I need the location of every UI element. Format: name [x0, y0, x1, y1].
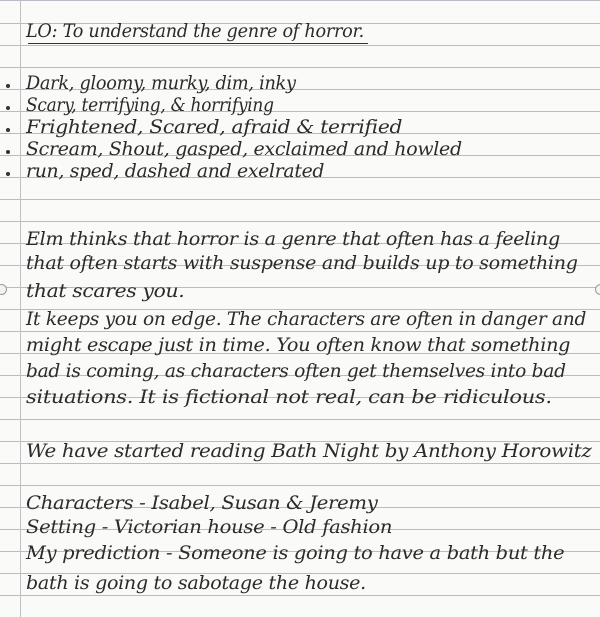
paragraph-line: Elm thinks that horror is a genre that often has a feeling	[26, 228, 560, 250]
paragraph-line: situations. It is fictional not real, can be ridiculous.	[26, 386, 552, 408]
prediction-line: My prediction - Someone is going to have a bath but the	[26, 542, 565, 564]
paragraph-line: It keeps you on edge. The characters are often in danger and	[26, 308, 587, 330]
paragraph-line: that scares you.	[26, 280, 185, 302]
setting-line: Setting - Victorian house - Old fashion	[26, 516, 393, 538]
characters-line: Characters - Isabel, Susan & Jeremy	[26, 492, 378, 514]
punch-hole-left	[0, 284, 7, 295]
bullet-dot	[6, 172, 10, 176]
bullet-item: run, sped, dashed and exelrated	[26, 160, 325, 182]
title-underline	[28, 43, 368, 44]
bullet-item: Scary, terrifying, & horrifying	[26, 94, 274, 116]
reading-statement: We have started reading Bath Night by Anthony Horowitz	[26, 440, 592, 462]
paragraph-line: that often starts with suspense and builds up to something	[26, 252, 578, 274]
bullet-dot	[6, 84, 10, 88]
bullet-dot	[6, 106, 10, 110]
punch-hole-right	[595, 284, 600, 295]
bullet-item: Scream, Shout, gasped, exclaimed and howled	[26, 138, 462, 160]
prediction-line: bath is going to sabotage the house.	[26, 572, 366, 594]
paragraph-line: bad is coming, as characters often get themselves into bad	[26, 360, 566, 382]
bullet-dot	[6, 150, 10, 154]
paragraph-line: might escape just in time. You often know that something	[26, 334, 571, 356]
margin-line	[20, 0, 21, 617]
bullet-dot	[6, 128, 10, 132]
bullet-item: Frightened, Scared, afraid & terrified	[26, 116, 403, 138]
bullet-item: Dark, gloomy, murky, dim, inky	[26, 72, 296, 94]
learning-objective-title: LO: To understand the genre of horror.	[26, 20, 365, 42]
